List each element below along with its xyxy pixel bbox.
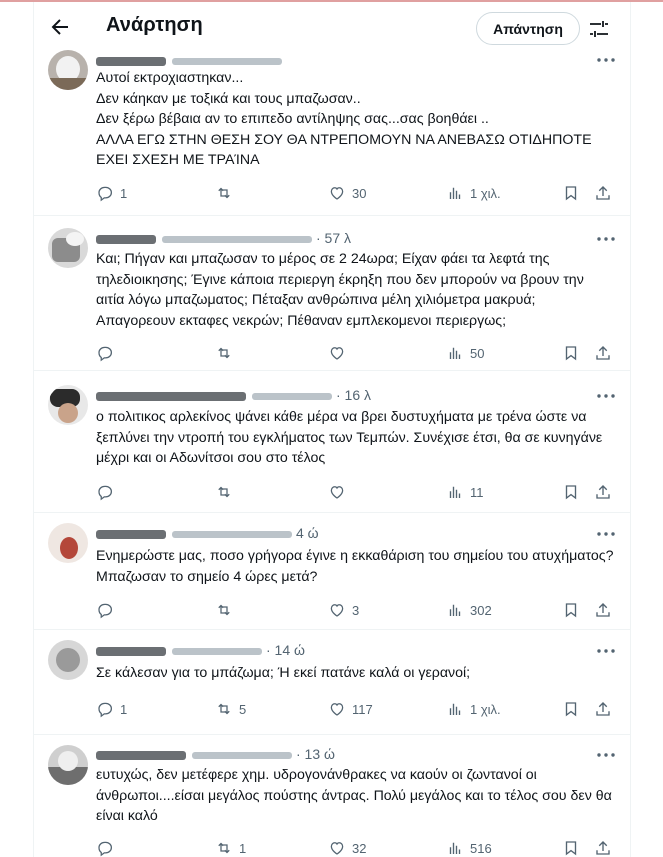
reply-post[interactable] bbox=[34, 216, 630, 371]
post-time: · 13 ώ bbox=[296, 746, 335, 762]
post-time: 4 ώ bbox=[296, 525, 319, 541]
share-action[interactable] bbox=[594, 699, 612, 719]
bar-chart-icon bbox=[446, 344, 464, 362]
like-action[interactable] bbox=[328, 699, 373, 719]
speech-bubble-icon bbox=[96, 483, 114, 501]
avatar[interactable] bbox=[48, 50, 88, 90]
author-name-redacted bbox=[96, 751, 186, 760]
post-actions bbox=[96, 838, 616, 857]
reply-action[interactable] bbox=[96, 600, 120, 620]
avatar[interactable] bbox=[48, 228, 88, 268]
post-actions bbox=[96, 699, 616, 719]
reply-post[interactable] bbox=[34, 630, 630, 735]
post-author-line bbox=[96, 387, 536, 405]
more-horizontal-icon[interactable] bbox=[594, 231, 618, 247]
share-upload-icon bbox=[594, 483, 612, 501]
post-author-line bbox=[96, 642, 536, 660]
repost-action[interactable] bbox=[215, 343, 239, 363]
like-count: 32 bbox=[352, 840, 367, 856]
bookmark-icon bbox=[562, 344, 580, 362]
reply-action[interactable] bbox=[96, 699, 127, 719]
reply-count: 1 bbox=[120, 701, 128, 717]
author-name-redacted bbox=[96, 57, 166, 66]
reply-post[interactable] bbox=[34, 513, 630, 630]
avatar[interactable] bbox=[48, 745, 88, 785]
bookmark-icon bbox=[562, 700, 580, 718]
share-action[interactable] bbox=[594, 183, 612, 203]
post-author-line bbox=[96, 525, 536, 543]
share-upload-icon bbox=[594, 839, 612, 857]
repost-action[interactable] bbox=[215, 183, 239, 203]
bookmark-icon bbox=[562, 601, 580, 619]
view-count: 11 bbox=[470, 484, 484, 500]
like-count: 117 bbox=[352, 701, 373, 717]
timeline-column bbox=[33, 2, 631, 857]
bar-chart-icon bbox=[446, 601, 464, 619]
like-action[interactable] bbox=[328, 838, 366, 857]
share-action[interactable] bbox=[594, 343, 612, 363]
view-count: 50 bbox=[470, 345, 485, 361]
more-horizontal-icon[interactable] bbox=[594, 526, 618, 542]
bookmark-icon bbox=[562, 184, 580, 202]
post-author-line bbox=[96, 230, 536, 248]
view-count: 516 bbox=[470, 840, 492, 856]
repost-action[interactable] bbox=[215, 838, 246, 857]
page-header bbox=[34, 2, 630, 52]
views-action[interactable] bbox=[446, 343, 484, 363]
like-count: 3 bbox=[352, 602, 360, 618]
author-name-redacted bbox=[96, 530, 166, 539]
more-horizontal-icon[interactable] bbox=[594, 643, 618, 659]
views-action[interactable] bbox=[446, 482, 484, 502]
reply-action[interactable] bbox=[96, 838, 120, 857]
speech-bubble-icon bbox=[96, 184, 114, 202]
reply-count: 1 bbox=[120, 185, 128, 201]
repost-arrows-icon bbox=[215, 483, 233, 501]
like-action[interactable] bbox=[328, 343, 352, 363]
repost-action[interactable] bbox=[215, 600, 239, 620]
avatar[interactable] bbox=[48, 523, 88, 563]
share-action[interactable] bbox=[594, 838, 612, 857]
reply-action[interactable] bbox=[96, 343, 120, 363]
post-author-line bbox=[96, 746, 536, 764]
heart-icon bbox=[328, 184, 346, 202]
share-action[interactable] bbox=[594, 482, 612, 502]
post-actions bbox=[96, 482, 616, 502]
like-action[interactable] bbox=[328, 600, 359, 620]
post-time: · 16 λ bbox=[336, 387, 372, 403]
repost-arrows-icon bbox=[215, 839, 233, 857]
bookmark-action[interactable] bbox=[562, 699, 580, 719]
reply-action[interactable] bbox=[96, 183, 127, 203]
bookmark-action[interactable] bbox=[562, 343, 580, 363]
post-actions bbox=[96, 183, 616, 203]
like-action[interactable] bbox=[328, 183, 366, 203]
author-name-redacted bbox=[96, 647, 166, 656]
post-text: Σε κάλεσαν για το μπάζωμα; Ή εκεί πατάνε καλά οι γερανοί; bbox=[96, 665, 471, 681]
more-horizontal-icon[interactable] bbox=[594, 52, 618, 68]
reply-action[interactable] bbox=[96, 482, 120, 502]
author-name-redacted bbox=[96, 235, 156, 244]
share-upload-icon bbox=[594, 344, 612, 362]
repost-arrows-icon bbox=[215, 184, 233, 202]
speech-bubble-icon bbox=[96, 839, 114, 857]
share-upload-icon bbox=[594, 700, 612, 718]
page-title: Ανάρτηση bbox=[106, 14, 203, 36]
bar-chart-icon bbox=[446, 184, 464, 202]
heart-icon bbox=[328, 601, 346, 619]
author-handle-redacted bbox=[162, 236, 312, 243]
post-text: Και; Πήγαν και μπαζωσαν το μέρος σε 2 24ωρα; Είχαν φάει τα λεφτά της τηλεδιοικησης; Έγινε κάποια περιεργη έκρηξη που δεν μπορούν να βρουν την αιτία λόγω μπαζωματος; Πέταξαν ανθρώπινα μέλη χιλιόμετρα μακρυά; Απαγορεουν εκταφες νεκρών; Πέθαναν εμπλεκομενοι περιεργως; bbox=[96, 251, 584, 329]
bookmark-action[interactable] bbox=[562, 600, 580, 620]
bookmark-action[interactable] bbox=[562, 183, 580, 203]
like-action[interactable] bbox=[328, 482, 352, 502]
repost-count: 1 bbox=[239, 840, 247, 856]
post-time: · 57 λ bbox=[316, 230, 352, 246]
reply-button[interactable]: Απάντηση bbox=[476, 12, 580, 45]
heart-icon bbox=[328, 483, 346, 501]
post-text: Αυτοί εκτροχιαστηκαν... Δεν κάηκαν με τοξικά και τους μπαζωσαν.. Δεν ξέρω βέβαια αν το επιπεδο αντίληψης σας...σας βοηθάει .. ΑΛΛΑ ΕΓΩ ΣΤΗΝ ΘΕΣΗ ΣΟΥ ΘΑ ΝΤΡΕΠΟΜΟΥΝ ΝΑ ΑΝΕΒΑΣΩ ΟΤΙΔΗΠΟΤΕ ΕΧΕΙ ΣΧΕΣΗ ΜΕ ΤΡΑΊΝΑ bbox=[96, 70, 592, 169]
repost-arrows-icon bbox=[215, 344, 233, 362]
speech-bubble-icon bbox=[96, 601, 114, 619]
share-upload-icon bbox=[594, 184, 612, 202]
heart-icon bbox=[328, 344, 346, 362]
post-text: ο πολιτικος αρλεκίνος ψάνει κάθε μέρα να βρει δυστυχήματα με τρένα ώστε να ξεπλύνει την ντροπή του εγκλήματος των Τεμπών. Συνέχισε έτσι, θα σε κυνηγάνε μέχρι και οι Αδωνίτσοι σου στο τέλος bbox=[96, 409, 603, 467]
speech-bubble-icon bbox=[96, 344, 114, 362]
repost-action[interactable] bbox=[215, 482, 239, 502]
post-time: · 14 ώ bbox=[266, 642, 305, 658]
post-actions bbox=[96, 343, 616, 363]
post-actions bbox=[96, 600, 616, 620]
author-handle-redacted bbox=[172, 531, 292, 538]
bookmark-icon bbox=[562, 839, 580, 857]
post-text: ευτυχώς, δεν μετέφερε χημ. υδρογονάνθρακες να καούν οι ζωντανοί οι άνθρωποι....είσαι μεγάλος πούστης άντρας. Πολύ μεγάλος και το τέλος σου δεν θα είναι καλό bbox=[96, 767, 612, 825]
reply-post[interactable] bbox=[34, 52, 630, 216]
repost-action[interactable] bbox=[215, 699, 246, 719]
back-arrow-icon[interactable] bbox=[48, 15, 72, 39]
repost-arrows-icon bbox=[215, 601, 233, 619]
more-horizontal-icon[interactable] bbox=[594, 388, 618, 404]
heart-icon bbox=[328, 839, 346, 857]
bar-chart-icon bbox=[446, 839, 464, 857]
share-upload-icon bbox=[594, 601, 612, 619]
sliders-icon[interactable] bbox=[587, 17, 611, 41]
views-action[interactable] bbox=[446, 699, 501, 719]
reply-post[interactable] bbox=[34, 371, 630, 513]
bar-chart-icon bbox=[446, 700, 464, 718]
bookmark-action[interactable] bbox=[562, 838, 580, 857]
author-handle-redacted bbox=[172, 648, 262, 655]
bar-chart-icon bbox=[446, 483, 464, 501]
author-name-redacted bbox=[96, 392, 246, 401]
like-count: 30 bbox=[352, 185, 367, 201]
author-handle-redacted bbox=[172, 58, 282, 65]
repost-count: 5 bbox=[239, 701, 247, 717]
bookmark-icon bbox=[562, 483, 580, 501]
views-action[interactable] bbox=[446, 183, 501, 203]
more-horizontal-icon[interactable] bbox=[594, 747, 618, 763]
view-count: 302 bbox=[470, 602, 492, 618]
author-handle-redacted bbox=[192, 752, 292, 759]
bookmark-action[interactable] bbox=[562, 482, 580, 502]
post-text: Ενημερώστε μας, ποσο γρήγορα έγινε η εκκαθάριση του σημείου του ατυχήματος? Μπαζωσαν το σημείο 4 ώρες μετά? bbox=[96, 548, 614, 585]
view-count: 1 χιλ. bbox=[470, 701, 501, 717]
reply-post[interactable] bbox=[34, 735, 630, 857]
avatar[interactable] bbox=[48, 385, 88, 425]
views-action[interactable] bbox=[446, 600, 492, 620]
speech-bubble-icon bbox=[96, 700, 114, 718]
share-action[interactable] bbox=[594, 600, 612, 620]
avatar[interactable] bbox=[48, 640, 88, 680]
repost-arrows-icon bbox=[215, 700, 233, 718]
view-count: 1 χιλ. bbox=[470, 185, 501, 201]
heart-icon bbox=[328, 700, 346, 718]
views-action[interactable] bbox=[446, 838, 492, 857]
author-handle-redacted bbox=[252, 393, 332, 400]
